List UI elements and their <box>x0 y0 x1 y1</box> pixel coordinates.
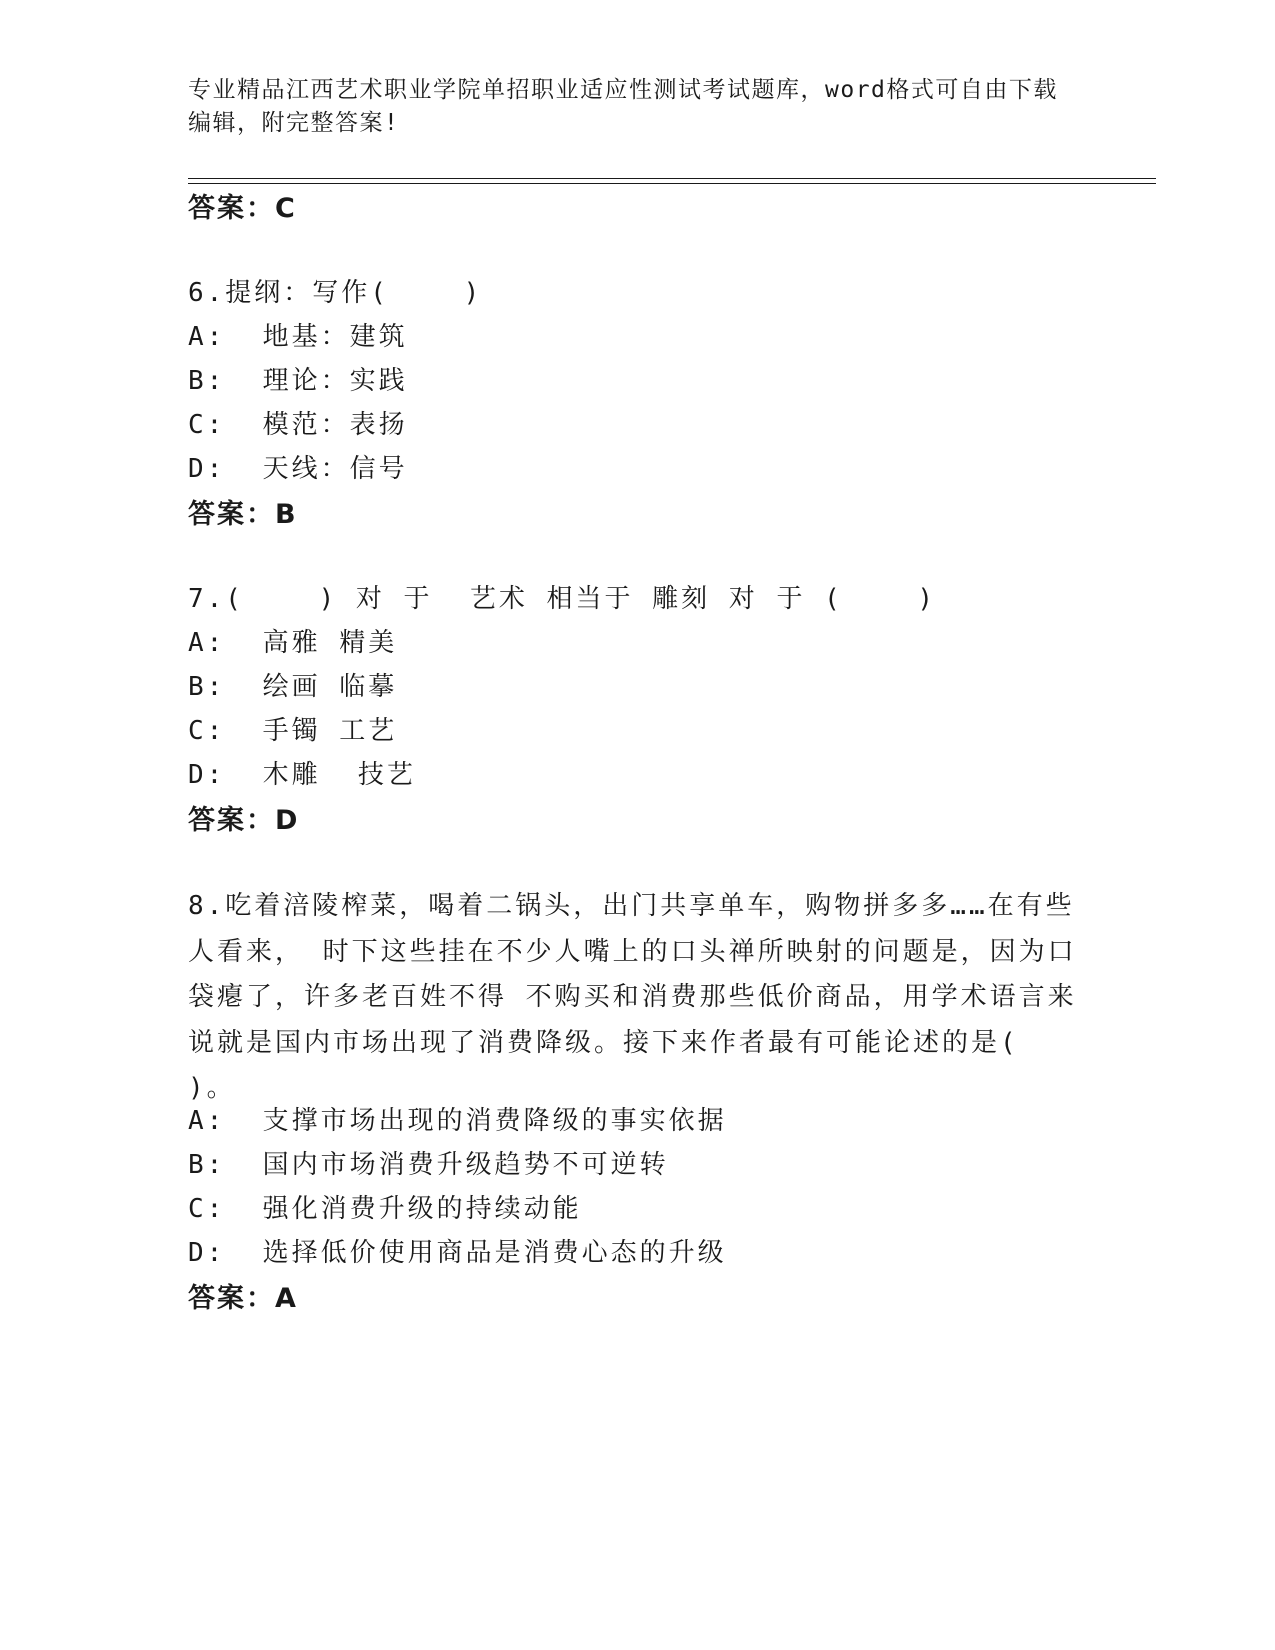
header-divider-bottom <box>188 183 1156 184</box>
header-line-1: 专业精品江西艺术职业学院单招职业适应性测试考试题库，word格式可自由下载 <box>188 77 1058 103</box>
question-8-option-a: A: 支撑市场出现的消费降级的事实依据 <box>188 1106 727 1136</box>
document-header <box>188 74 1088 140</box>
question-8-stem: 8.吃着涪陵榨菜，喝着二锅头，出门共享单车，购物拼多多……在有些人看来， 时下这些挂在不少人嘴上的口头禅所映射的问题是，因为口袋瘪了，许多老百姓不得 不购买和消费那些低价商品，用学术语言来说就是国内市场出现了消费降级。接下来作者最有可能论述的是( )。 <box>188 891 1077 1103</box>
header-line-2: 编辑，附完整答案! <box>188 110 400 136</box>
question-7-option-c: C: 手镯 工艺 <box>188 716 398 746</box>
answer-q8: 答案：A <box>188 1283 298 1314</box>
question-7-option-a: A: 高雅 精美 <box>188 628 398 658</box>
question-8-option-b: B: 国内市场消费升级趋势不可逆转 <box>188 1150 669 1180</box>
question-7-option-b: B: 绘画 临摹 <box>188 672 398 702</box>
header-divider-top <box>188 178 1156 179</box>
answer-q7: 答案：D <box>188 805 300 836</box>
question-7-option-d: D: 木雕 技艺 <box>188 760 416 790</box>
question-8-option-c: C: 强化消费升级的持续动能 <box>188 1194 582 1224</box>
question-6-option-b: B: 理论：实践 <box>188 366 408 396</box>
answer-q5: 答案：C <box>188 193 297 224</box>
question-7-stem: 7.( ) 对 于 艺术 相当于 雕刻 对 于 ( ) <box>188 584 937 614</box>
question-8-option-d: D: 选择低价使用商品是消费心态的升级 <box>188 1238 727 1268</box>
question-6-stem: 6.提纲：写作( ) <box>188 278 483 308</box>
question-6-option-a: A: 地基：建筑 <box>188 322 408 352</box>
question-6-option-c: C: 模范：表扬 <box>188 410 408 440</box>
question-6-option-d: D: 天线：信号 <box>188 454 408 484</box>
answer-q6: 答案：B <box>188 499 298 530</box>
